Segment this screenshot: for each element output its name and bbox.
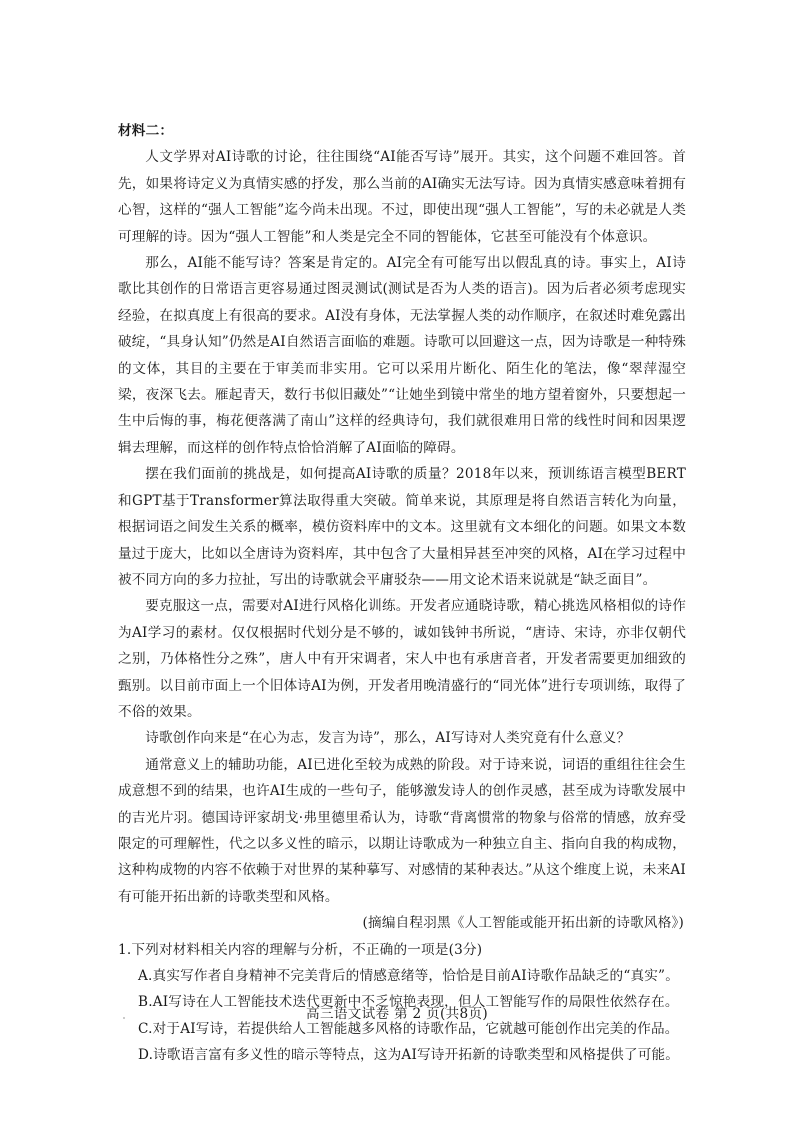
paragraph-3: 摆在我们面前的挑战是，如何提高AI诗歌的质量？2018年以来，预训练语言模型BERT和GPT基于Transformer算法取得重大突破。简单来说，其原理是将自然语言转化为向量，根据词语之间发生关系的概率，模仿资料库中的文本。这里就有文本细化的问题。如果文本数量过于庞大，比如以全唐诗为资料库，其中包含了大量相异甚至冲突的风格，AI在学习过程中被不同方向的多力拉扯，写出的诗歌就会平庸驳杂——用文论术语来说就是“缺乏面目”。 [118, 466, 686, 588]
paragraph-5: 诗歌创作向来是“在心为志，发言为诗”，那么，AI写诗对人类究竟有什么意义？ [145, 730, 631, 747]
option-b: B.AI写诗在人工智能技术迭代更新中不乏惊艳表现，但人工智能写作的局限性依然存在。 [138, 994, 679, 1011]
page-footer: 高三语文试卷 第 2 页(共8页) [306, 1006, 488, 1022]
paragraph-4: 要克服这一点，需要对AI进行风格化训练。开发者应通晓诗歌，精心挑选风格相似的诗作为AI学习的素材。仅仅根据时代划分是不够的，诚如钱钟书所说，“唐诗、宋诗，亦非仅朝代之别，乃体格性分之殊”，唐人中有开宋调者，宋人中也有承唐音者，开发者需要更加细致的甄别。以目前市面上一个旧体诗AI为例，开发者用晚清盛行的“同光体”进行专项训练，取得了不俗的效果。 [118, 598, 686, 720]
paragraph-6: 通常意义上的辅助功能，AI已进化至较为成熟的阶段。对于诗来说，词语的重组往往会生成意想不到的结果，也许AI生成的一些句子，能够激发诗人的创作灵感，甚至成为诗歌发展中的吉光片羽。德国诗评家胡戈·弗里德里希认为，诗歌“背离惯常的物象与俗常的情感，放弃受限定的可理解性，代之以多义性的暗示，以期让诗歌成为一种独立自主、指向自我的构成物，这种构成物的内容不依赖于对世界的某种摹写、对感情的某种表达。”从这个维度上说，未来AI有可能开拓出新的诗歌类型和风格。 [118, 756, 686, 905]
option-a: A.真实写作者自身精神不完美背后的情感意绪等，恰恰是目前AI诗歌作品缺乏的“真实”。 [138, 968, 679, 984]
scan-speck [123, 1017, 125, 1019]
page-body [118, 118, 686, 1069]
paragraph-2: 那么，AI能不能写诗？答案是肯定的。AI完全有可能写出以假乱真的诗。事实上，AI诗歌比其创作的日常语言更容易通过图灵测试(测试是否为人类的语言)。因为后者必须考虑现实经验，在拟真度上有很高的要求。AI没有身体，无法掌握人类的动作顺序，在叙述时难免露出破绽，“具身认知”仍然是AI自然语言面临的难题。诗歌可以回避这一点，因为诗歌是一种特殊的文体，其目的主要在于审美而非实用。它可以采用片断化、陌生化的笔法，像“翠萍湿空梁，夜深飞去。雁起青天，数行书似旧藏处”“让她坐到镜中常坐的地方望着窗外，只要想起一生中后悔的事，梅花便落满了南山”这样的经典诗句，我们就很难用日常的线性时间和因果逻辑去理解，而这样的创作特点恰恰消解了AI面临的障碍。 [118, 255, 686, 456]
option-d: D.诗歌语言富有多义性的暗示等特点，这为AI写诗开拓新的诗歌类型和风格提供了可能。 [138, 1047, 680, 1064]
question-stem: 1.下列对材料相关内容的理解与分析，不正确的一项是(3分) [118, 941, 483, 958]
paragraph-1: 人文学界对AI诗歌的讨论，往往围绕“AI能否写诗”展开。其实，这个问题不难回答。首先，如果将诗定义为真情实感的抒发，那么当前的AI确实无法写诗。因为真情实感意味着拥有心智，这样的“强人工智能”迄今尚未出现。不过，即使出现“强人工智能”，写的未必就是人类可理解的诗。因为“强人工智能”和人类是完全不同的智能体，它甚至可能没有个体意识。 [118, 149, 686, 245]
source-note: (摘编自程羽黑《人工智能或能开拓出新的诗歌风格》) [362, 915, 684, 932]
option-c: C.对于AI写诗，若提供给人工智能越多风格的诗歌作品，它就越可能创作出完美的作品。 [138, 1020, 679, 1037]
section-heading: 材料二： [118, 123, 174, 139]
